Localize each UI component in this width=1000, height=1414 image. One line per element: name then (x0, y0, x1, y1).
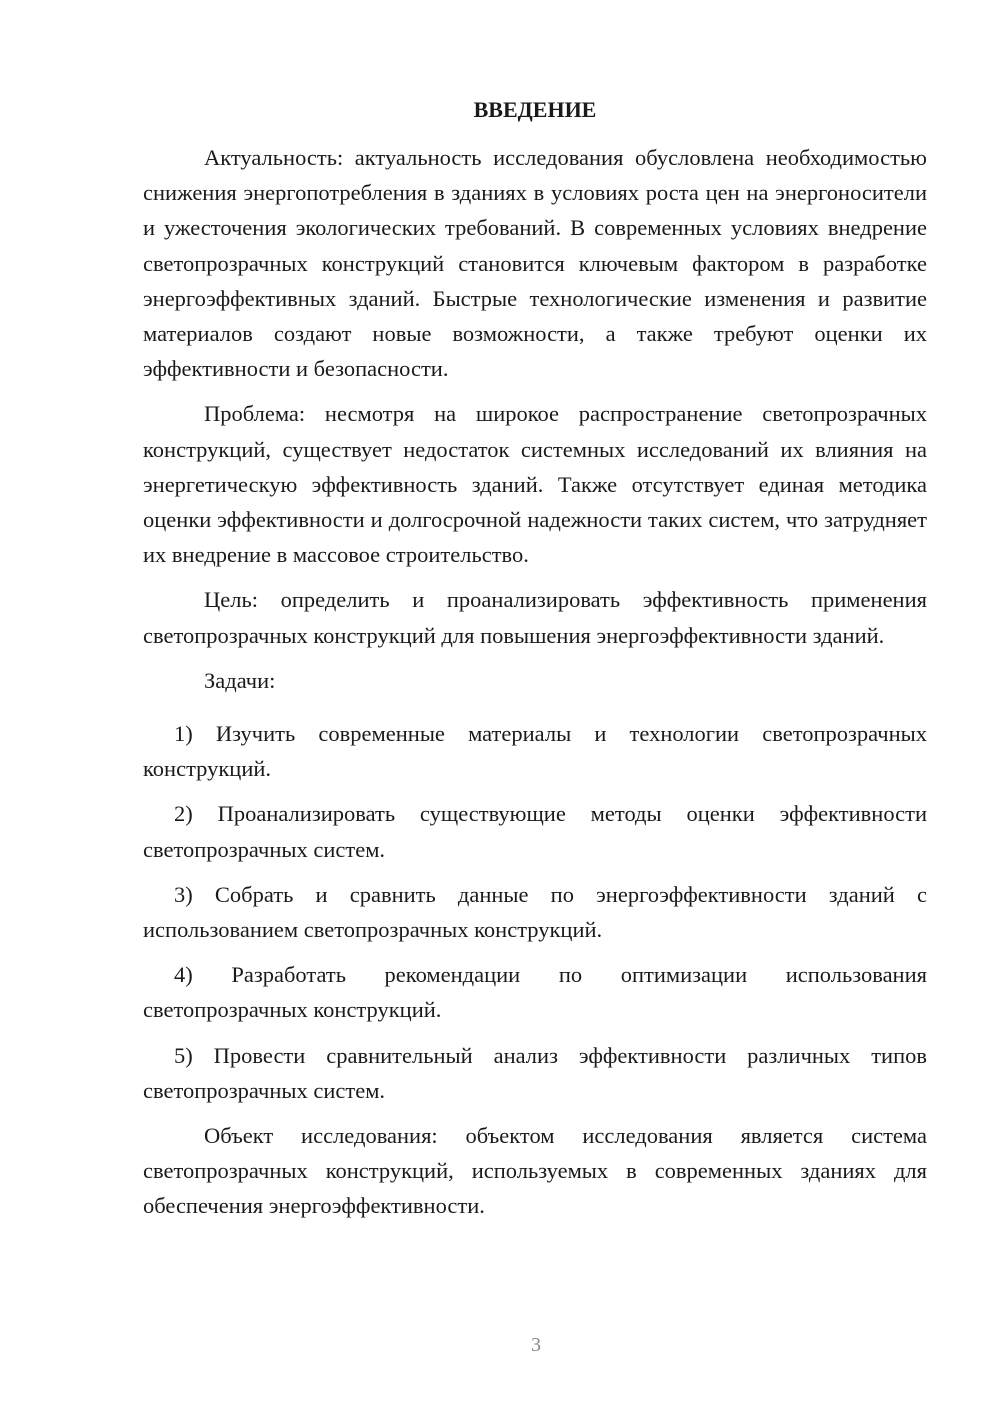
task-item: 3) Собрать и сравнить данные по энергоэффективности зданий с использованием светопрозрачных конструкций. (143, 881, 927, 943)
tasks-heading: Задачи: (204, 667, 276, 693)
paragraph-relevance: Актуальность: актуальность исследования обусловлена необходимостью снижения энергопотребления в зданиях в условиях роста цен на энергоносители и ужесточения экологических требований. В современных условиях внедрение светопрозрачных конструкций становится ключевым фактором в разработке энергоэффективных зданий. Быстрые технологические изменения и развитие материалов создают новые возможности, а также требуют оценки их эффективности и безопасности. (143, 145, 927, 382)
task-item: 1) Изучить современные материалы и технологии светопрозрачных конструкций. (143, 721, 927, 782)
page-title: ВВЕДЕНИЕ (473, 97, 597, 122)
task-item: 2) Проанализировать существующие методы оценки эффективности светопрозрачных систем. (143, 801, 927, 862)
paragraph-problem: Проблема: несмотря на широкое распространение светопрозрачных конструкций, существует недостаток системных исследований их влияния на энергетическую эффективность зданий. Также отсутствует единая методика оценки эффективности и долгосрочной надежности таких систем, что затрудняет их внедрение в массовое строительство. (143, 401, 927, 568)
page-number: 3 (531, 1334, 541, 1356)
paragraph-goal: Цель: определить и проанализировать эффективность применения светопрозрачных конструкций для повышения энергоэффективности зданий. (143, 587, 927, 648)
paragraph-object: Объект исследования: объектом исследования является система светопрозрачных конструкций, используемых в современных зданиях для обеспечения энергоэффективности. (143, 1123, 927, 1219)
document-body (143, 92, 927, 1234)
task-item: 5) Провести сравнительный анализ эффективности различных типов светопрозрачных систем. (143, 1042, 927, 1103)
task-item: 4) Разработать рекомендации по оптимизации использования светопрозрачных конструкций. (143, 962, 927, 1023)
